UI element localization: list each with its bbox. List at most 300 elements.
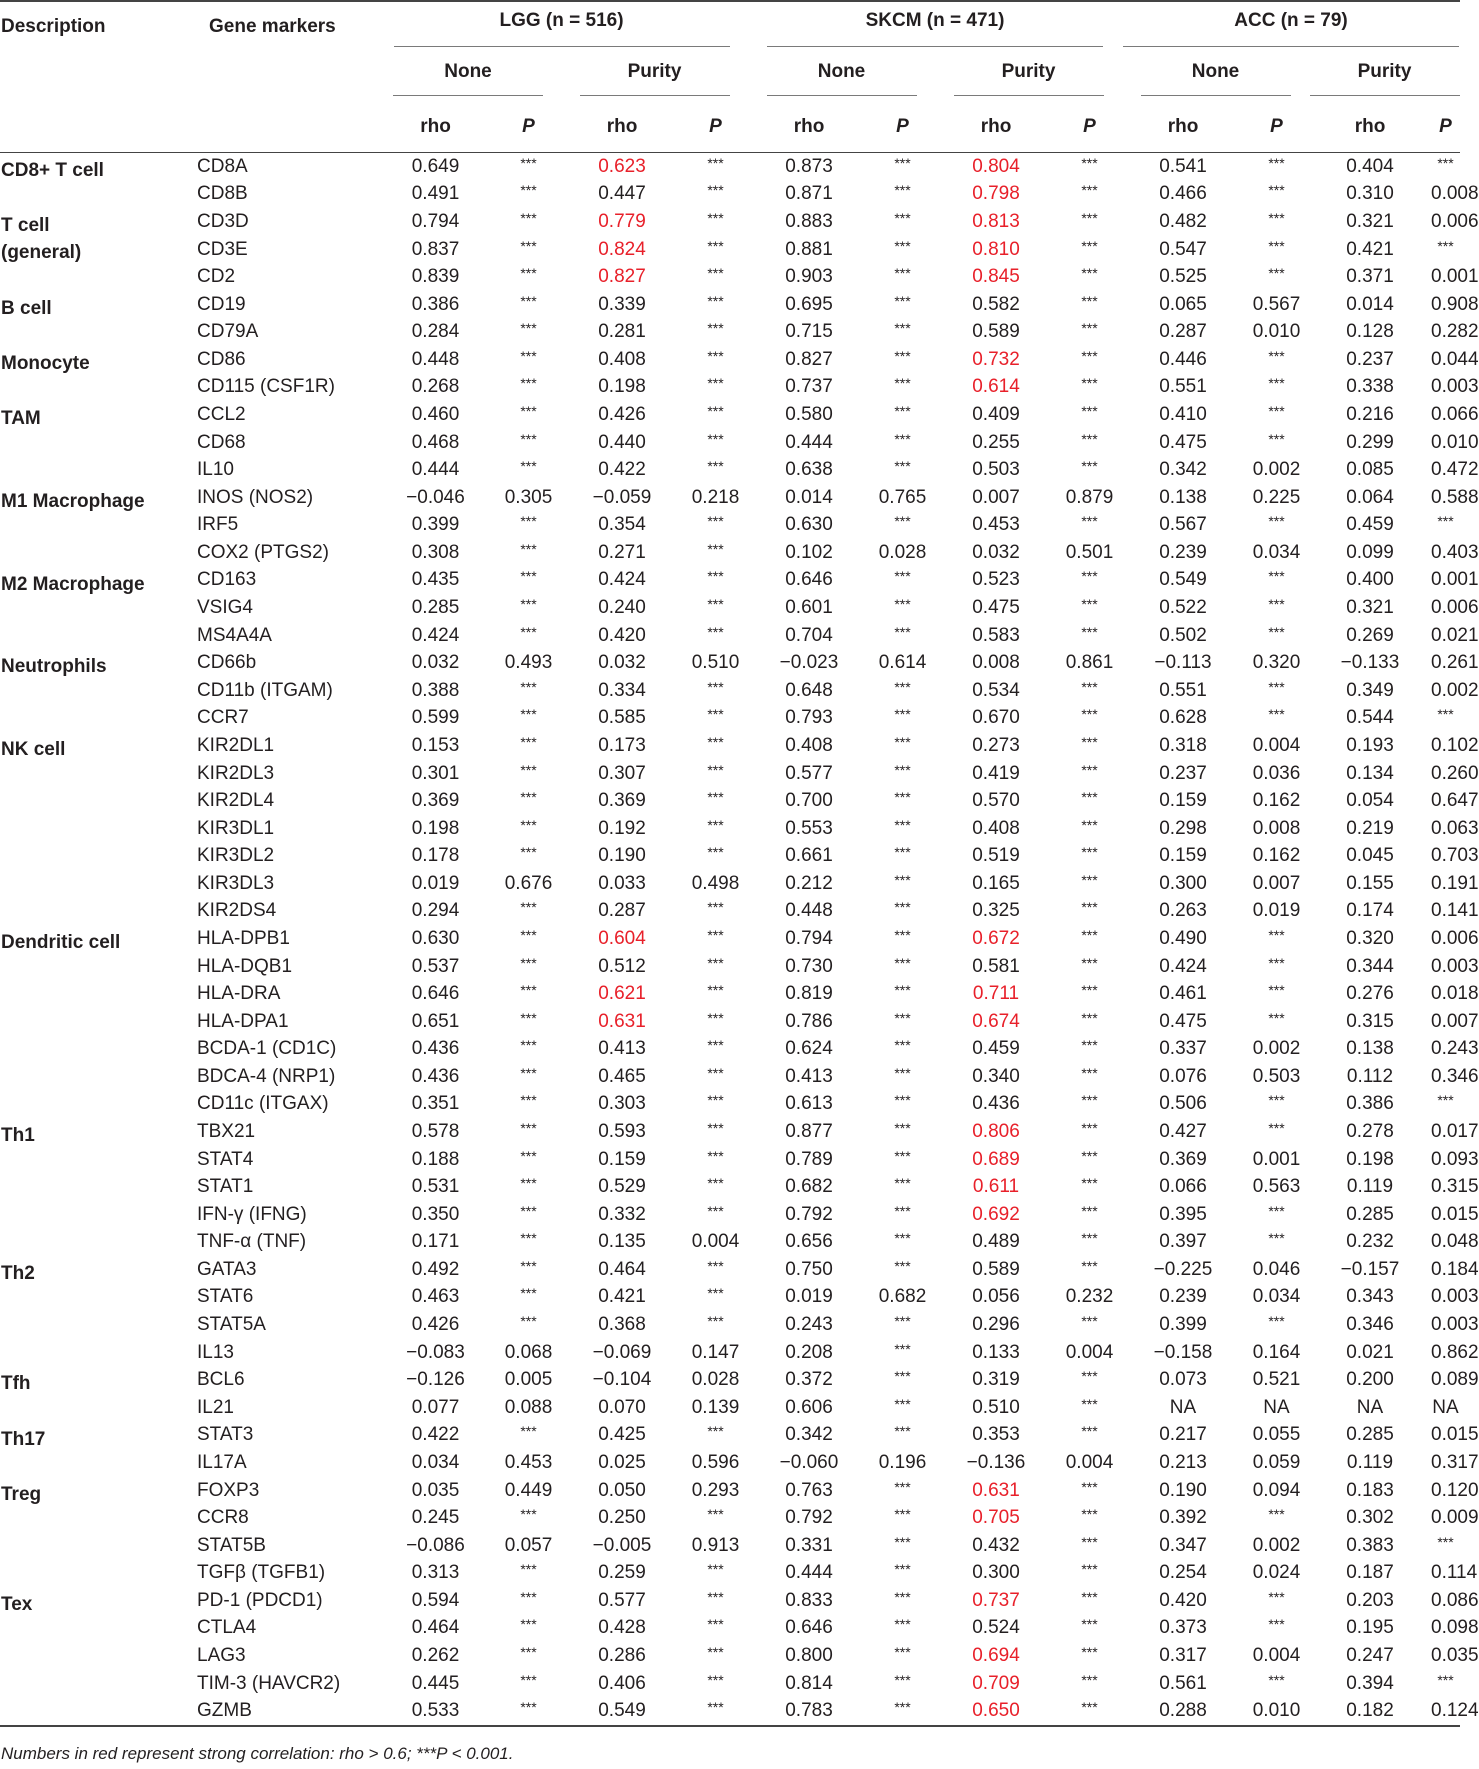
p-value: *** [1081,1644,1098,1660]
rho-value: NA [1356,1396,1384,1418]
p-value: 0.124 [1431,1697,1460,1726]
rho-value: 0.064 [1346,486,1394,508]
rho-value: 0.413 [785,1065,833,1087]
rho-value: −0.158 [1153,1341,1213,1363]
p-header: P [870,102,935,153]
p-value: *** [520,1175,537,1192]
table-row [0,677,1460,705]
table-row [0,1339,1460,1367]
p-value: *** [520,540,537,557]
rho-value: 0.631 [972,1479,1020,1501]
table-row [0,1118,1460,1146]
table-row [0,842,1460,870]
rho-value: 0.638 [785,459,833,481]
rho-value: 0.212 [785,872,833,894]
p-value: *** [894,1671,911,1688]
p-value: NA [1263,1396,1290,1418]
p-value: 0.007 [1431,1010,1479,1032]
p-value: 0.094 [1252,1479,1301,1501]
table-row [0,456,1460,484]
p-value: 0.068 [504,1341,553,1363]
rho-value: 0.502 [1159,624,1207,646]
rho-value: −0.104 [592,1369,652,1391]
gene-marker: CCL2 [197,403,246,425]
table-row [0,953,1460,981]
table-row [0,429,1460,457]
p-value: *** [1081,1202,1098,1219]
rho-value: 0.420 [598,624,646,646]
rho-value: 0.582 [972,293,1020,315]
p-value: *** [520,1257,537,1274]
table-row [0,925,1460,953]
gene-marker: STAT6 [197,1286,254,1308]
p-value: *** [894,265,911,282]
rho-value: 0.674 [972,1010,1020,1032]
p-value: *** [1081,1175,1098,1192]
p-value: 0.066 [1431,403,1479,425]
rho-value: 0.814 [785,1672,833,1694]
rho-value: 0.819 [785,983,833,1005]
p-value: 0.024 [1252,1562,1301,1584]
rho-value: −0.005 [592,1534,652,1556]
p-value: *** [894,237,911,254]
p-value: *** [1268,1588,1285,1605]
rho-value: 0.413 [598,1038,646,1060]
rho-value: −0.126 [406,1369,465,1391]
rho-value: 0.624 [785,1038,833,1060]
cell-type-label: NK cell [1,739,66,761]
p-value: *** [520,1285,537,1302]
p-value: *** [1268,678,1285,695]
cancer-header-acc: ACC (n = 79) [1122,1,1460,54]
gene-marker: BDCA-4 (NRP1) [197,1065,336,1087]
p-value: *** [520,182,537,199]
rho-value: 0.422 [411,1424,460,1446]
rho-value: 0.792 [785,1507,833,1529]
table-row [0,567,1460,595]
rho-value: 0.525 [1159,266,1207,288]
rho-value: 0.503 [972,459,1020,481]
p-value: *** [894,596,911,613]
rho-value: 0.444 [411,459,460,481]
rho-value: 0.839 [411,266,460,288]
rho-value: 0.794 [785,927,833,949]
p-value: *** [1437,154,1454,171]
p-value: 0.403 [1431,541,1479,563]
rho-value: 0.299 [1346,431,1394,453]
p-value: 0.317 [1431,1451,1479,1473]
p-value: *** [1081,237,1098,254]
rho-value: 0.138 [1159,486,1207,508]
rho-value: 0.534 [972,679,1020,701]
p-value: *** [1081,1533,1098,1550]
rho-value: 0.408 [598,348,646,370]
p-value: *** [894,899,911,916]
rho-value: 0.786 [785,1010,833,1032]
rho-value: 0.321 [1346,210,1394,232]
p-value: *** [894,1175,911,1192]
gene-marker: IL21 [197,1396,234,1418]
p-value: *** [1081,899,1098,916]
p-value: 0.010 [1244,1697,1309,1726]
rho-value: 0.014 [1346,293,1394,315]
rho-value: 0.250 [598,1507,646,1529]
p-value: *** [1081,871,1098,888]
gene-marker: KIR3DL3 [197,872,275,894]
p-value: *** [520,1120,537,1137]
p-value: *** [1081,761,1098,778]
rho-value: 0.350 [411,1203,460,1225]
p-value: 0.320 [1252,652,1301,674]
rho-value: 0.695 [785,293,833,315]
rho-value: 0.464 [598,1258,646,1280]
rho-value: 0.284 [411,321,460,343]
gene-marker: HLA-DPB1 [197,927,290,949]
gene-marker: IL10 [197,459,234,481]
p-value: 0.184 [1431,1258,1479,1280]
p-value: *** [707,1423,724,1440]
table-row [0,1697,1460,1726]
rho-value: 0.243 [785,1314,833,1336]
rho-value: 0.424 [1159,955,1207,977]
p-value: 0.008 [1252,817,1301,839]
p-value: *** [1268,596,1285,613]
rho-value: 0.065 [1159,293,1207,315]
rho-value: 0.421 [1346,238,1394,260]
p-value: *** [707,1285,724,1302]
cell-type-label: Tfh [1,1373,31,1395]
cell-type-label: Monocyte [1,353,90,375]
p-value: *** [520,154,537,171]
p-value: *** [1268,402,1285,419]
p-value: *** [707,954,724,971]
table-row [0,263,1460,291]
p-value: 0.191 [1431,872,1479,894]
rho-value: 0.400 [1346,569,1394,591]
p-value: *** [520,1009,537,1026]
p-value: 0.453 [504,1451,553,1473]
rho-value: 0.804 [972,155,1020,177]
rho-value: 0.798 [972,183,1020,205]
rho-value: 0.420 [1159,1589,1207,1611]
gene-marker: GATA3 [197,1258,257,1280]
rho-value: −0.113 [1154,652,1212,674]
rho-value: 0.570 [972,790,1020,812]
p-value: *** [894,982,911,999]
cell-type-label: M1 Macrophage [1,490,145,512]
rho-value: 0.581 [972,955,1020,977]
rho-value: 0.281 [598,321,646,343]
rho-value: 0.465 [598,1065,646,1087]
p-value: *** [520,1202,537,1219]
table-row [0,1422,1460,1450]
gene-marker: STAT5A [197,1314,266,1336]
rho-value: 0.730 [785,955,833,977]
p-value: *** [707,458,724,475]
rho-value: 0.446 [1159,348,1207,370]
rho-value: 0.648 [785,679,833,701]
p-header: P [1244,102,1309,153]
p-value: 0.086 [1431,1589,1479,1611]
gene-marker: LAG3 [197,1645,246,1666]
p-value: 0.089 [1431,1369,1479,1391]
rho-value: 0.239 [1159,1286,1207,1308]
gene-marker: IL13 [197,1341,234,1363]
rho-value: 0.269 [1346,624,1394,646]
p-value: *** [707,1037,724,1054]
p-value: *** [707,1064,724,1081]
rho-value: 0.271 [598,541,646,563]
rho-value: 0.070 [598,1396,646,1418]
p-header: P [683,102,748,153]
p-value: 0.018 [1431,983,1479,1005]
rho-value: 0.444 [785,431,833,453]
p-value: 0.232 [1065,1286,1114,1308]
p-value: *** [520,844,537,861]
table-row [0,539,1460,567]
rho-value: 0.056 [972,1286,1020,1308]
rho-value: 0.489 [972,1231,1020,1253]
p-value: *** [707,1147,724,1164]
p-value: 0.498 [691,872,740,894]
p-value: 0.001 [1431,266,1479,288]
p-value: 0.879 [1065,486,1114,508]
table-row [0,1477,1460,1505]
p-value: 0.028 [691,1369,740,1391]
table-row [0,1587,1460,1615]
p-value: *** [520,402,537,419]
p-value: *** [707,1009,724,1026]
p-value: 0.006 [1431,597,1479,619]
rho-value: 0.444 [785,1562,833,1584]
p-value: 0.017 [1431,1121,1479,1143]
rho-value: 0.585 [598,707,646,729]
p-value: *** [707,1257,724,1274]
p-value: *** [1268,1506,1285,1523]
rho-value: 0.806 [972,1121,1020,1143]
rho-value: 0.372 [785,1369,833,1391]
gene-marker: IRF5 [197,514,239,536]
p-value: 0.493 [504,652,553,674]
table-row [0,401,1460,429]
p-value: *** [520,237,537,254]
rho-value: 0.395 [1159,1203,1207,1225]
p-value: *** [894,458,911,475]
p-value: *** [520,1561,537,1578]
cell-type-label: Tex [0,1587,185,1726]
p-value: *** [520,899,537,916]
rho-value: 0.394 [1346,1672,1394,1694]
rho-value: 0.198 [598,376,646,398]
p-value: *** [707,402,724,419]
p-value: 0.006 [1431,927,1479,949]
rho-value: 0.371 [1346,266,1394,288]
rho-value: −0.136 [966,1451,1026,1473]
p-value: *** [894,430,911,447]
p-value: 0.521 [1252,1369,1301,1391]
gene-marker: CD8B [197,183,248,205]
rho-value: 0.239 [1159,541,1207,563]
rho-value: 0.649 [411,155,460,177]
rho-value: 0.369 [411,790,460,812]
p-value: *** [1081,1506,1098,1523]
rho-value: 0.102 [785,541,833,563]
subgroup-header: None [1122,54,1309,102]
p-value: *** [1081,1092,1098,1109]
rho-value: 0.408 [972,817,1020,839]
table-row [0,1559,1460,1587]
p-value: *** [1081,1588,1098,1605]
p-value: *** [1081,982,1098,999]
rho-value: 0.298 [1159,817,1207,839]
p-value: *** [894,1202,911,1219]
rho-value: 0.035 [411,1479,460,1501]
p-value: *** [894,209,911,226]
p-value: 0.059 [1252,1451,1301,1473]
gene-marker: COX2 (PTGS2) [197,541,329,563]
rho-value: 0.014 [785,486,833,508]
table-row [0,732,1460,760]
rho-value: 0.567 [1159,514,1207,536]
rho-value: 0.656 [785,1231,833,1253]
rho-value: 0.019 [411,872,460,894]
p-value: 0.647 [1431,790,1479,812]
p-value: *** [1081,926,1098,943]
rho-value: −0.086 [406,1534,465,1556]
gene-marker: CCR8 [197,1507,249,1529]
p-value: *** [707,1092,724,1109]
rho-value: 0.453 [972,514,1020,536]
cell-type-label: Treg [1,1483,42,1505]
rho-value: 0.824 [598,238,646,260]
rho-value: 0.510 [972,1396,1020,1418]
p-value: *** [1268,568,1285,585]
p-value: *** [1057,1697,1122,1726]
p-value: *** [1081,623,1098,640]
rho-header: rho [748,102,870,153]
p-value: *** [894,1423,911,1440]
rho-value: 0.321 [1346,597,1394,619]
p-value: *** [707,761,724,778]
rho-value: 0.303 [598,1093,646,1115]
p-value: 0.305 [504,486,553,508]
table-header [0,1,1460,153]
p-value: *** [707,182,724,199]
rho-value: 0.325 [972,900,1020,922]
p-value: *** [894,733,911,750]
p-value: *** [707,154,724,171]
p-value: *** [520,678,537,695]
rho-value: 0.287 [598,900,646,922]
table-row [0,594,1460,622]
rho-value: −0.069 [592,1341,652,1363]
gene-marker: PD-1 (PDCD1) [197,1589,323,1611]
rho-value: 0.076 [1159,1065,1207,1087]
table-row [0,236,1460,264]
gene-marker: STAT5B [197,1534,266,1556]
p-value: 0.001 [1252,1148,1301,1170]
rho-value: 0.008 [972,652,1020,674]
p-value: *** [1081,1478,1098,1495]
rho-value: 0.255 [972,431,1020,453]
gene-marker: KIR3DL2 [197,845,275,867]
p-value: 0.019 [1252,900,1301,922]
p-value: *** [894,623,911,640]
rho-value: 0.190 [1159,1479,1207,1501]
p-value: *** [1081,1616,1098,1633]
rho-value: 0.119 [1346,1451,1394,1473]
rho-value: 0.553 [785,817,833,839]
rho-value: 0.287 [1159,321,1207,343]
rho-value: 0.077 [411,1396,460,1418]
gene-marker: STAT3 [197,1424,254,1446]
p-value: *** [707,1588,724,1605]
subgroup-header: None [748,54,935,102]
rho-value: 0.404 [1346,155,1394,177]
rho-value: 0.296 [972,1314,1020,1336]
p-value: *** [1081,292,1098,309]
p-value: 0.503 [1252,1065,1301,1087]
rho-value: 0.421 [598,1286,646,1308]
gene-marker: BCDA-1 (CD1C) [197,1038,337,1060]
table-row [0,208,1460,236]
p-value: 0.243 [1431,1038,1479,1060]
rho-value: 0.208 [785,1341,833,1363]
table-row [0,1036,1460,1064]
rho-value: 0.085 [1346,459,1394,481]
rho-value: 0.334 [598,679,646,701]
rho-value: 0.173 [598,734,646,756]
p-value: 0.102 [1431,734,1479,756]
rho-value: 0.651 [411,1010,460,1032]
rho-value: 0.300 [1159,872,1207,894]
rho-value: 0.217 [1159,1424,1207,1446]
rho-value: 0.711 [972,983,1020,1005]
p-value: *** [520,375,537,392]
p-header: P [1057,102,1122,153]
p-value: 0.008 [1431,183,1479,205]
p-value: *** [1268,1230,1285,1247]
p-value: *** [1268,513,1285,530]
p-value: *** [1268,1671,1285,1688]
p-value: *** [1268,209,1285,226]
rho-value: 0.128 [1346,321,1394,343]
rho-value: 0.883 [785,210,833,232]
table-body [0,153,1479,1726]
gene-marker: KIR2DL1 [197,734,275,756]
p-value: 0.036 [1252,762,1301,784]
p-value: *** [1081,706,1098,723]
rho-value: 0.213 [1159,1451,1207,1473]
rho-value: 0.628 [1159,707,1207,729]
rho-value: 0.646 [411,983,460,1005]
rho-value: 0.346 [1346,1314,1394,1336]
rho-value: 0.426 [598,403,646,425]
gene-marker: CD86 [197,348,246,370]
p-value: *** [1437,1533,1454,1550]
rho-value: 0.464 [411,1617,460,1639]
p-value: 0.044 [1431,348,1479,370]
rho-value: 0.032 [411,652,460,674]
p-value: 0.055 [1252,1424,1301,1446]
gene-marker: BCL6 [197,1369,245,1391]
p-value: *** [1081,375,1098,392]
p-value: *** [1081,265,1098,282]
p-value: *** [894,1230,911,1247]
rho-value: 0.427 [1159,1121,1207,1143]
rho-value: 0.463 [411,1286,460,1308]
subgroup-header: None [375,54,561,102]
